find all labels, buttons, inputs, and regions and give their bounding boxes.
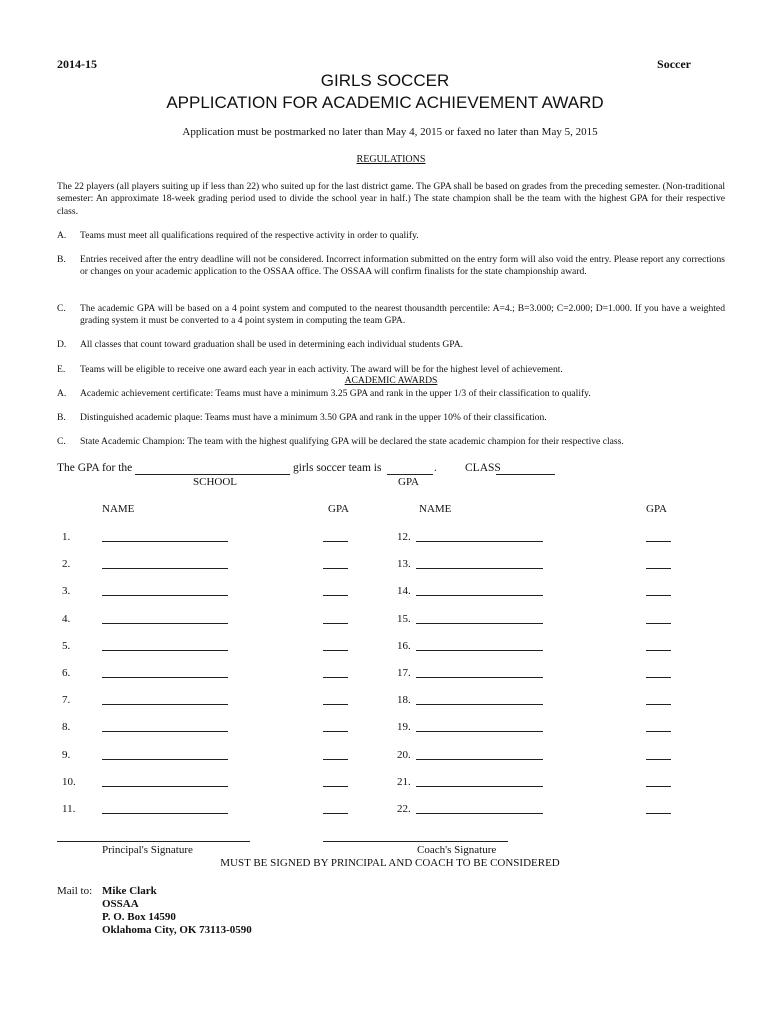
regulation-text: The academic GPA will be based on a 4 point system and computed to the nearest thousandth percentile: A=4.; B=3.000; C=2.000; D=1.000. If you have a weighted grading system it must be converted to a 4 point system in computing the team GPA. bbox=[80, 303, 725, 327]
player-name-field[interactable] bbox=[102, 541, 228, 542]
award-letter: A. bbox=[57, 388, 67, 399]
deadline-notice: Application must be postmarked no later than May 4, 2015 or faxed no later than May 5, 2015 bbox=[182, 126, 598, 138]
player-gpa-field[interactable] bbox=[323, 568, 348, 569]
player-gpa-field[interactable] bbox=[646, 813, 671, 814]
player-name-field[interactable] bbox=[102, 623, 228, 624]
gpa-line-middle: girls soccer team is bbox=[293, 462, 382, 474]
regulations-intro: The 22 players (all players suiting up if less than 22) who suited up for the last district game. The GPA shall be based on grades from the preceding semester. (Non-traditional semester: An approximate 18-week grading period used to divide the school year in half.) The state champion shall be the team with the highest GPA for their respective class. bbox=[57, 181, 725, 217]
gpa-caption: GPA bbox=[398, 476, 419, 488]
gpa-line-period: . bbox=[434, 462, 437, 474]
player-gpa-field[interactable] bbox=[323, 541, 348, 542]
class-label: CLASS bbox=[465, 462, 501, 474]
player-gpa-field[interactable] bbox=[646, 786, 671, 787]
award-letter: C. bbox=[57, 436, 66, 447]
sport-label: Soccer bbox=[657, 57, 691, 71]
row-number: 10. bbox=[62, 775, 76, 788]
gpa-column-header: GPA bbox=[646, 503, 667, 515]
player-gpa-field[interactable] bbox=[323, 623, 348, 624]
mail-city: Oklahoma City, OK 73113-0590 bbox=[102, 924, 252, 936]
player-name-field[interactable] bbox=[102, 813, 228, 814]
player-name-field[interactable] bbox=[416, 623, 543, 624]
coach-signature-line[interactable] bbox=[323, 841, 508, 842]
principal-signature-line[interactable] bbox=[57, 841, 250, 842]
row-number: 4. bbox=[62, 612, 71, 625]
row-number: 8. bbox=[62, 721, 71, 734]
player-name-field[interactable] bbox=[102, 786, 228, 787]
regulations-heading: REGULATIONS bbox=[356, 154, 426, 165]
player-gpa-field[interactable] bbox=[646, 704, 671, 705]
regulation-text: Teams will be eligible to receive one award each year in each activity. The award will be for the highest level of achievement. bbox=[80, 364, 563, 375]
row-number: 3. bbox=[62, 585, 71, 598]
player-name-field[interactable] bbox=[416, 595, 543, 596]
player-name-field[interactable] bbox=[416, 568, 543, 569]
regulation-letter: C. bbox=[57, 303, 66, 314]
name-column-header: NAME bbox=[419, 503, 452, 515]
player-gpa-field[interactable] bbox=[323, 650, 348, 651]
player-gpa-field[interactable] bbox=[323, 595, 348, 596]
player-name-field[interactable] bbox=[416, 759, 543, 760]
mail-to-label: Mail to: bbox=[57, 885, 93, 897]
team-gpa-field[interactable] bbox=[387, 474, 433, 475]
regulation-letter: D. bbox=[57, 339, 67, 350]
player-gpa-field[interactable] bbox=[646, 759, 671, 760]
school-caption: SCHOOL bbox=[193, 476, 238, 488]
row-number: 12. bbox=[397, 531, 411, 543]
gpa-line-prefix: The GPA for the bbox=[57, 462, 133, 474]
row-number: 6. bbox=[62, 667, 71, 679]
row-number: 7. bbox=[62, 694, 71, 707]
player-name-field[interactable] bbox=[102, 704, 228, 705]
award-text: State Academic Champion: The team with the highest qualifying GPA will be declared the state academic champion for their respective class. bbox=[80, 436, 624, 447]
player-gpa-field[interactable] bbox=[646, 595, 671, 596]
player-name-field[interactable] bbox=[416, 677, 543, 678]
mail-org: OSSAA bbox=[102, 898, 139, 910]
player-gpa-field[interactable] bbox=[646, 731, 671, 732]
row-number: 9. bbox=[62, 748, 71, 761]
player-name-field[interactable] bbox=[102, 759, 228, 760]
regulation-letter: A. bbox=[57, 230, 67, 241]
player-name-field[interactable] bbox=[102, 595, 228, 596]
player-name-field[interactable] bbox=[416, 650, 543, 651]
row-number: 17. bbox=[397, 667, 411, 679]
player-name-field[interactable] bbox=[416, 541, 543, 542]
award-text: Academic achievement certificate: Teams must have a minimum 3.25 GPA and rank in the upper 1/3 of their classification to qualify. bbox=[80, 388, 591, 399]
player-name-field[interactable] bbox=[102, 731, 228, 732]
award-text: Distinguished academic plaque: Teams must have a minimum 3.50 GPA and rank in the upper 10% of their classification. bbox=[80, 412, 547, 423]
player-name-field[interactable] bbox=[102, 650, 228, 651]
school-field[interactable] bbox=[135, 474, 290, 475]
signature-notice: MUST BE SIGNED BY PRINCIPAL AND COACH TO BE CONSIDERED bbox=[220, 857, 560, 869]
player-gpa-field[interactable] bbox=[646, 568, 671, 569]
player-name-field[interactable] bbox=[416, 786, 543, 787]
player-gpa-field[interactable] bbox=[646, 677, 671, 678]
row-number: 16. bbox=[397, 639, 411, 652]
player-gpa-field[interactable] bbox=[323, 813, 348, 814]
row-number: 15. bbox=[397, 612, 411, 625]
page-subtitle: APPLICATION FOR ACADEMIC ACHIEVEMENT AWARD bbox=[166, 93, 604, 112]
regulation-text: Teams must meet all qualifications required of the respective activity in order to qualify. bbox=[80, 230, 419, 241]
row-number: 5. bbox=[62, 639, 71, 652]
mail-name: Mike Clark bbox=[102, 885, 157, 897]
gpa-column-header: GPA bbox=[328, 503, 349, 515]
regulation-text: Entries received after the entry deadline will not be considered. Incorrect information submitted on the entry form will also void the entry. Please report any corrections or changes on your academic application to the OSSAA office. The OSSAA will confirm finalists for the state championship award. bbox=[80, 254, 725, 278]
player-gpa-field[interactable] bbox=[323, 704, 348, 705]
row-number: 18. bbox=[397, 694, 411, 707]
player-gpa-field[interactable] bbox=[323, 759, 348, 760]
page-title: GIRLS SOCCER bbox=[320, 71, 450, 90]
player-gpa-field[interactable] bbox=[646, 623, 671, 624]
player-gpa-field[interactable] bbox=[323, 731, 348, 732]
player-gpa-field[interactable] bbox=[646, 541, 671, 542]
school-year: 2014-15 bbox=[57, 57, 97, 71]
coach-signature-label: Coach's Signature bbox=[417, 844, 497, 856]
regulation-letter: E. bbox=[57, 364, 66, 375]
row-number: 22. bbox=[397, 803, 411, 815]
row-number: 1. bbox=[62, 531, 71, 543]
player-name-field[interactable] bbox=[102, 568, 228, 569]
player-name-field[interactable] bbox=[416, 731, 543, 732]
regulation-text: All classes that count toward graduation shall be used in determining each individual students GPA. bbox=[80, 339, 464, 350]
row-number: 20. bbox=[397, 748, 411, 761]
awards-heading: ACADEMIC AWARDS bbox=[344, 375, 438, 386]
class-field[interactable] bbox=[496, 474, 555, 475]
player-gpa-field[interactable] bbox=[323, 677, 348, 678]
regulation-letter: B. bbox=[57, 254, 66, 265]
row-number: 13. bbox=[397, 558, 411, 571]
player-gpa-field[interactable] bbox=[646, 650, 671, 651]
player-name-field[interactable] bbox=[416, 813, 543, 814]
principal-signature-label: Principal's Signature bbox=[102, 844, 193, 856]
row-number: 11. bbox=[62, 803, 76, 815]
row-number: 21. bbox=[397, 775, 411, 788]
player-name-field[interactable] bbox=[102, 677, 228, 678]
award-letter: B. bbox=[57, 412, 66, 423]
row-number: 14. bbox=[397, 585, 411, 598]
row-number: 19. bbox=[397, 721, 411, 734]
row-number: 2. bbox=[62, 558, 71, 571]
mail-po-box: P. O. Box 14590 bbox=[102, 911, 176, 923]
player-gpa-field[interactable] bbox=[323, 786, 348, 787]
player-name-field[interactable] bbox=[416, 704, 543, 705]
name-column-header: NAME bbox=[102, 503, 135, 515]
